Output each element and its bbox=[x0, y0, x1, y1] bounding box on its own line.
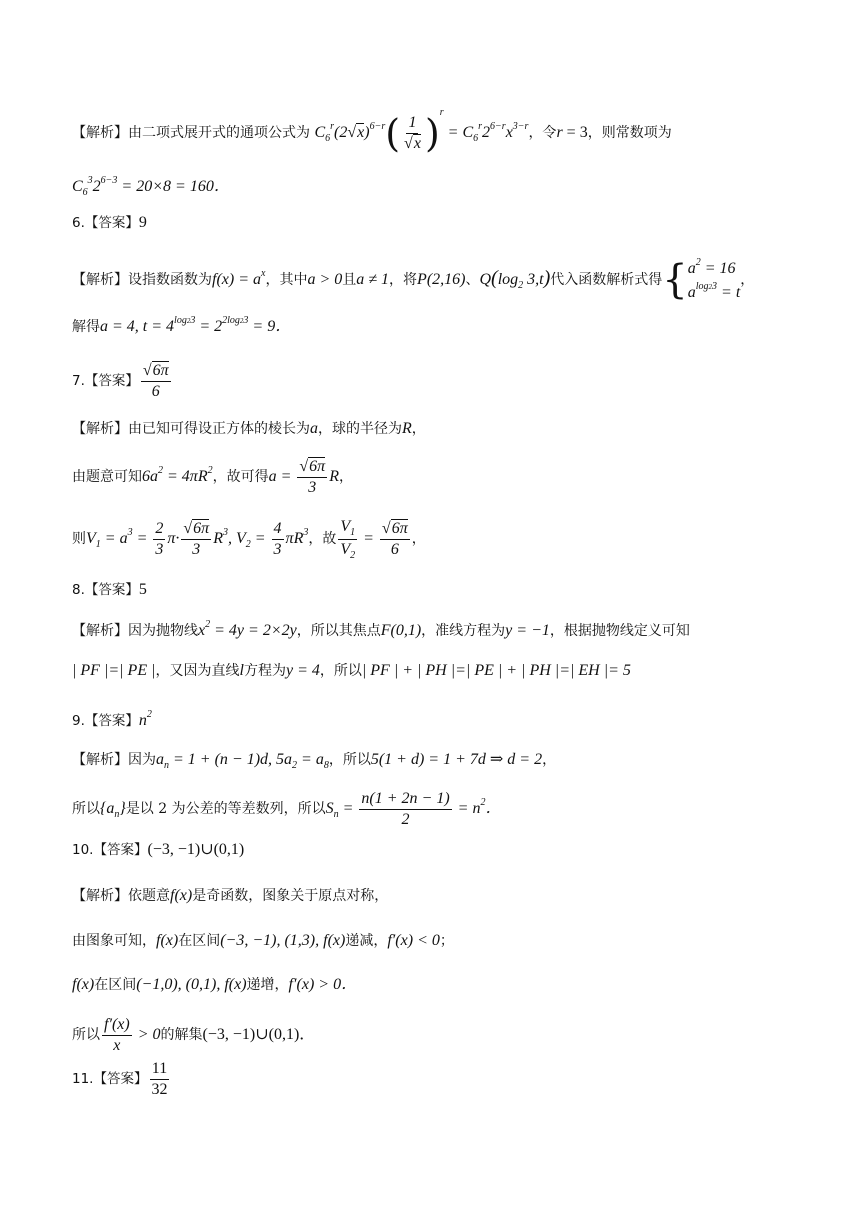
formula: (−1,0), (0,1), f(x) bbox=[136, 976, 247, 993]
question-number: 7. bbox=[72, 373, 85, 390]
text: 由已知可得设正方体的棱长为 bbox=[128, 421, 310, 437]
analysis-line-9: 则$V_1 = a^3$ = $\frac{2}{3}$ π· $\frac{√6\pi}{3}$ $R^3$, $V_2$ = $\frac{4}{3}$ $\pi R^3$，故 $\frac{V_1}{V_2}$ = $\frac{√6\pi}{6}$ ， bbox=[72, 518, 426, 561]
text: 方程为 bbox=[243, 663, 286, 679]
question-number: 10. bbox=[72, 842, 94, 858]
text: 递增， bbox=[246, 977, 289, 993]
answer-tag: 【答案】 bbox=[84, 373, 139, 390]
text: 设指数函数为 bbox=[128, 271, 212, 288]
formula: y = −1 bbox=[505, 622, 550, 639]
formula: $S_n$ = $\frac{n(1 + 2n - 1)}{2}$ = $n^2$． bbox=[325, 790, 502, 828]
text: 所以 bbox=[72, 800, 100, 817]
text: ，球的半径为 bbox=[318, 421, 402, 437]
analysis-line-4: 【解析】设指数函数为$f(x) = a^x$，其中a > 0且a ≠ 1，将P(2,16)、$Q(\log_2$ 3,t)代入函数解析式得{ $a^2 = 16$ $a^{log23} = t$ ， bbox=[72, 256, 755, 303]
text: 则 bbox=[72, 531, 86, 548]
text: 解得 bbox=[72, 319, 100, 335]
equation-system: $a^2 = 16$ $a^{log23} = t$ bbox=[687, 257, 741, 301]
text: 所以 bbox=[72, 1026, 100, 1043]
text: 依题意 bbox=[128, 888, 170, 904]
answer-7 bbox=[72, 362, 173, 400]
answer-tag: 【答案】 bbox=[84, 215, 139, 231]
formula: y = 4 bbox=[285, 662, 320, 679]
answer-9 bbox=[72, 710, 152, 729]
formula: R bbox=[402, 420, 412, 437]
formula: f′(x) > 0． bbox=[288, 976, 358, 993]
analysis-tag: 【解析】 bbox=[72, 125, 128, 141]
answer-10 bbox=[72, 842, 244, 858]
analysis-line-1: 【解析】由二项式展开式的通项公式为 $C_6^r(2√x)^{6-r}$( $\frac{1}{√x}$ )$^r = C_6^r2^{6-r}x^{3-r}$，令r = 3，则常数项为 bbox=[72, 107, 672, 156]
text: 的解集 bbox=[160, 1026, 203, 1043]
answer-value: (−3, −1)∪(0,1) bbox=[147, 841, 245, 858]
answer-tag: 【答案】 bbox=[93, 1071, 148, 1088]
formula: $Q(\log_2$ 3,t) bbox=[479, 266, 551, 291]
formula: P(2,16) bbox=[417, 270, 466, 288]
formula: $a_n = 1 + (n - 1)d$, $5a_2 = a_8$ bbox=[156, 751, 329, 771]
analysis-tag: 【解析】 bbox=[72, 888, 128, 904]
analysis-line-12 bbox=[72, 663, 631, 679]
text: ，将 bbox=[389, 271, 418, 288]
formula: $V_1 = a^3$ = $\frac{2}{3}$ π· $\frac{√6\pi}{3}$ $R^3$, $V_2$ = $\frac{4}{3}$ $\pi R^3$ bbox=[86, 520, 309, 558]
answer-tag: 【答案】 bbox=[84, 713, 139, 729]
answer-6 bbox=[72, 215, 147, 231]
text: ，故可得 bbox=[212, 468, 269, 485]
text: 是以 2 为公差的等差数列，所以 bbox=[125, 800, 326, 817]
formula: r bbox=[556, 124, 563, 141]
formula: $\{a_n\}$ bbox=[100, 799, 126, 820]
text: ，则常数项为 bbox=[587, 125, 672, 141]
text: ，又因为直线 bbox=[155, 663, 240, 679]
formula: 5(1 + d) = 1 + 7d ⇒ d = 2 bbox=[370, 751, 543, 768]
text: 递减， bbox=[345, 933, 388, 949]
formula: a = $\frac{√6\pi}{3}$ R bbox=[268, 458, 339, 496]
text: ，所以其焦点 bbox=[296, 623, 381, 639]
analysis-line-20 bbox=[72, 1016, 315, 1054]
formula: l bbox=[239, 662, 244, 679]
text: ，所以 bbox=[319, 663, 362, 679]
formula: $\frac{V_1}{V_2}$ = $\frac{√6\pi}{6}$ bbox=[340, 518, 408, 561]
formula: a = 4, $t = 4^{log23} = 2^{2log23} = 9$． bbox=[100, 315, 292, 335]
formula: $f(x) = a^x$ bbox=[212, 267, 266, 288]
formula: a > 0 bbox=[307, 270, 343, 288]
formula: (−3, −1)∪(0,1)． bbox=[202, 1025, 316, 1043]
question-number: 8. bbox=[72, 582, 85, 598]
text: 代入函数解析式得 bbox=[550, 271, 663, 288]
text: 因为抛物线 bbox=[128, 623, 198, 639]
text: 在区间 bbox=[178, 933, 221, 949]
answer-value: 9 bbox=[138, 214, 147, 231]
text: 由题意可知 bbox=[72, 468, 142, 485]
analysis-line-2 bbox=[72, 176, 230, 198]
answer-tag: 【答案】 bbox=[84, 582, 139, 598]
text: 由二项式展开式的通项公式为 bbox=[128, 125, 310, 141]
formula: $C_6^32^{6-3} = 20\times 8 = 160$． bbox=[72, 175, 230, 198]
question-number: 11. bbox=[72, 1071, 94, 1088]
text: ，故 bbox=[308, 531, 337, 548]
formula: $6a^2 = 4\pi R^2$ bbox=[142, 464, 213, 485]
analysis-line-18: 由图象可知，f(x)在区间(−3, −1), (1,3), f(x)递减，f′(x) < 0； bbox=[72, 932, 454, 949]
analysis-line-8: 由题意可知$6a^2 = 4\pi R^2$，故可得a = $\frac{√6\pi}{3}$ R， bbox=[72, 458, 353, 496]
answer-value: $n^2$ bbox=[138, 709, 152, 729]
text: 由图象可知， bbox=[72, 933, 156, 949]
formula: f(x) bbox=[156, 932, 179, 949]
formula: f′(x) < 0 bbox=[387, 932, 440, 949]
formula: a bbox=[310, 420, 318, 437]
analysis-line-11 bbox=[72, 620, 690, 639]
analysis-tag: 【解析】 bbox=[72, 421, 128, 437]
formula: f(x) bbox=[72, 976, 95, 993]
analysis-tag: 【解析】 bbox=[72, 752, 128, 768]
analysis-line-7: 【解析】由已知可得设正方体的棱长为a，球的半径为R， bbox=[72, 420, 426, 437]
formula: $\frac{f'(x)}{x}$ > 0 bbox=[104, 1016, 161, 1054]
text: ，根据抛物线定义可知 bbox=[549, 623, 690, 639]
formula: F(0,1) bbox=[380, 622, 422, 639]
question-number: 9. bbox=[72, 713, 85, 729]
analysis-line-14: 【解析】因为$a_n = 1 + (n - 1)d$, $5a_2 = a_8$，所以5(1 + d) = 1 + 7d ⇒ d = 2， bbox=[72, 751, 557, 771]
text: 是奇函数，图象关于原点对称， bbox=[192, 888, 389, 904]
answer-value: 5 bbox=[138, 581, 147, 598]
text: 在区间 bbox=[94, 977, 137, 993]
formula: | PF | + | PH |=| PE | + | PH |=| EH |= 5 bbox=[361, 662, 631, 679]
text: ，其中 bbox=[265, 271, 308, 288]
analysis-tag: 【解析】 bbox=[72, 623, 128, 639]
formula: | PF |=| PE | bbox=[72, 662, 156, 679]
question-number: 6. bbox=[72, 215, 85, 231]
analysis-line-19 bbox=[72, 977, 357, 993]
answer-value: $\frac{√6\pi}{6}$ bbox=[142, 362, 169, 400]
formula: $x^2 = 4y = 2\times 2y$ bbox=[198, 619, 297, 639]
formula: $C_6^r(2√x)^{6-r}$( $\frac{1}{√x}$ )$^r = C_6^r2^{6-r}x^{3-r}$ bbox=[314, 107, 529, 156]
formula: a ≠ 1 bbox=[356, 270, 390, 288]
answer-tag: 【答案】 bbox=[93, 842, 148, 858]
formula: (−3, −1), (1,3), f(x) bbox=[220, 932, 346, 949]
answer-value: $\frac{11}{32}$ bbox=[151, 1060, 168, 1098]
text: 、 bbox=[465, 271, 480, 288]
answer-11 bbox=[72, 1060, 171, 1098]
text: 因为 bbox=[128, 752, 156, 768]
text: ，准线方程为 bbox=[421, 623, 506, 639]
analysis-line-17 bbox=[72, 888, 388, 904]
analysis-line-5 bbox=[72, 316, 291, 335]
text: ，令 bbox=[528, 125, 557, 141]
formula: f(x) bbox=[170, 887, 193, 904]
text: ，所以 bbox=[328, 752, 371, 768]
text: 且 bbox=[342, 271, 357, 288]
analysis-tag: 【解析】 bbox=[72, 271, 128, 288]
answer-8 bbox=[72, 582, 147, 598]
analysis-line-15 bbox=[72, 790, 501, 828]
